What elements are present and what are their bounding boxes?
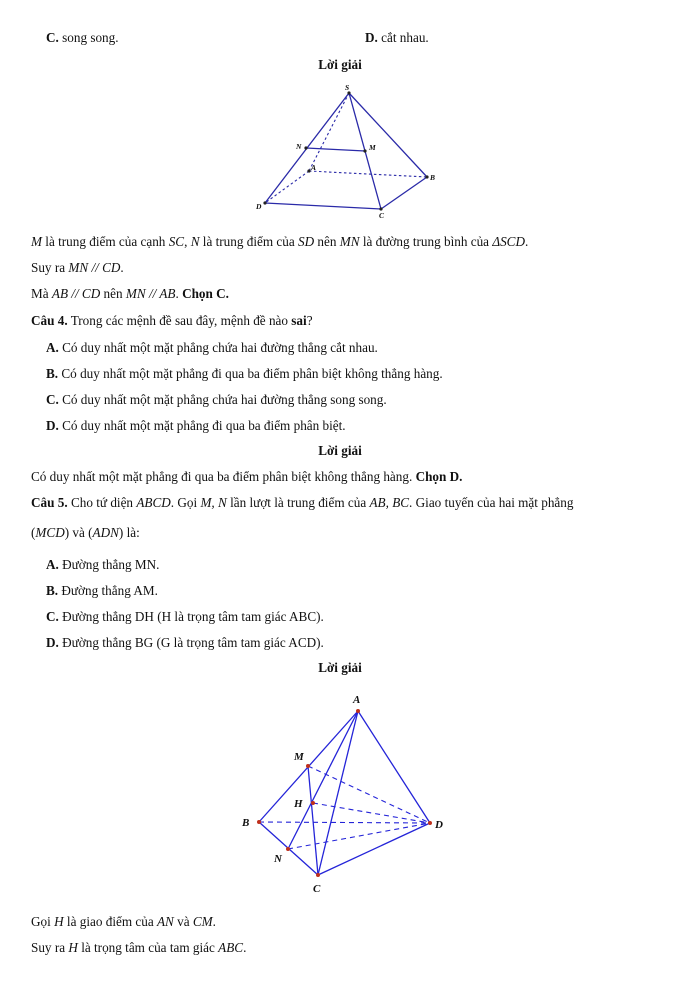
segment-mc: [308, 766, 318, 875]
q3-option-c: C. song song.: [46, 30, 119, 45]
q5-stem-line-1: Câu 5. Cho tứ diện ABCD. Gọi M, N lần lượt là trung điểm của AB, BC. Giao tuyến của hai mặt phẳng: [31, 495, 574, 510]
q5-option-d: D. Đường thẳng BG (G là trọng tâm tam giác ACD).: [46, 635, 324, 650]
label-c: C: [313, 883, 321, 895]
edge-ac: [318, 711, 358, 875]
edge-dc: [265, 203, 381, 209]
edge-sa: [309, 93, 349, 171]
q4-option-b: B. Có duy nhất một mặt phẳng đi qua ba điểm phân biệt không thẳng hàng.: [46, 366, 443, 381]
edge-ab: [309, 171, 427, 177]
edge-cd: [318, 823, 430, 875]
label-a: A: [311, 163, 317, 172]
tetrahedron-figure: [230, 688, 460, 900]
label-a: A: [353, 694, 361, 706]
q4-option-c: C. Có duy nhất một mặt phẳng chứa hai đường thẳng song song.: [46, 392, 387, 407]
q5-solution-line-2: Suy ra H là trọng tâm của tam giác ABC.: [31, 940, 247, 955]
label-n: N: [296, 142, 302, 151]
edge-cb: [381, 177, 427, 209]
q3-solution-line-2: Suy ra MN // CD.: [31, 260, 124, 275]
q5-solution-line-1: Gọi H là giao điểm của AN và CM.: [31, 914, 216, 929]
q5-option-b: B. Đường thẳng AM.: [46, 583, 158, 598]
label-d: D: [256, 202, 262, 211]
pyramid-figure: [250, 82, 440, 222]
edge-ad: [265, 171, 309, 203]
q5-option-a: A. Đường thẳng MN.: [46, 557, 160, 572]
q5-option-c: C. Đường thẳng DH (H là trọng tâm tam giác ABC).: [46, 609, 324, 624]
q4-solution-heading: Lời giải: [318, 443, 362, 458]
segment-hd: [313, 803, 430, 823]
q5-solution-heading: Lời giải: [318, 660, 362, 675]
label-m: M: [294, 751, 304, 763]
q4-solution: Có duy nhất một mặt phẳng đi qua ba điểm phân biệt không thẳng hàng. Chọn D.: [31, 469, 463, 484]
q5-stem-line-2: (MCD) và (ADN) là:: [31, 525, 140, 540]
q3-solution-heading: Lời giải: [318, 57, 362, 72]
q3-solution-line-1: M là trung điểm của cạnh SC, N là trung điểm của SD nên MN là đường trung bình của ΔSCD.: [31, 234, 529, 249]
segment-an: [288, 711, 358, 849]
segment-nd: [288, 823, 430, 849]
label-b: B: [242, 817, 250, 829]
q4-option-d: D. Có duy nhất một mặt phẳng đi qua ba điểm phân biệt.: [46, 418, 346, 433]
label-h: H: [294, 798, 303, 810]
q3-solution-line-3: Mà AB // CD nên MN // AB. Chọn C.: [31, 286, 229, 301]
label-d: D: [435, 819, 443, 831]
segment-mn: [306, 148, 365, 151]
label-n: N: [274, 853, 282, 865]
label-b: B: [430, 173, 436, 182]
q4-option-a: A. Có duy nhất một mặt phẳng chứa hai đường thẳng cắt nhau.: [46, 340, 378, 355]
edge-bd: [259, 822, 430, 823]
label-m: M: [369, 143, 376, 152]
q3-option-d: D. cắt nhau.: [365, 30, 429, 45]
label-s: S: [345, 83, 350, 92]
label-c: C: [379, 211, 385, 220]
q4-stem: Câu 4. Trong các mệnh đề sau đây, mệnh đề nào sai?: [31, 313, 313, 328]
